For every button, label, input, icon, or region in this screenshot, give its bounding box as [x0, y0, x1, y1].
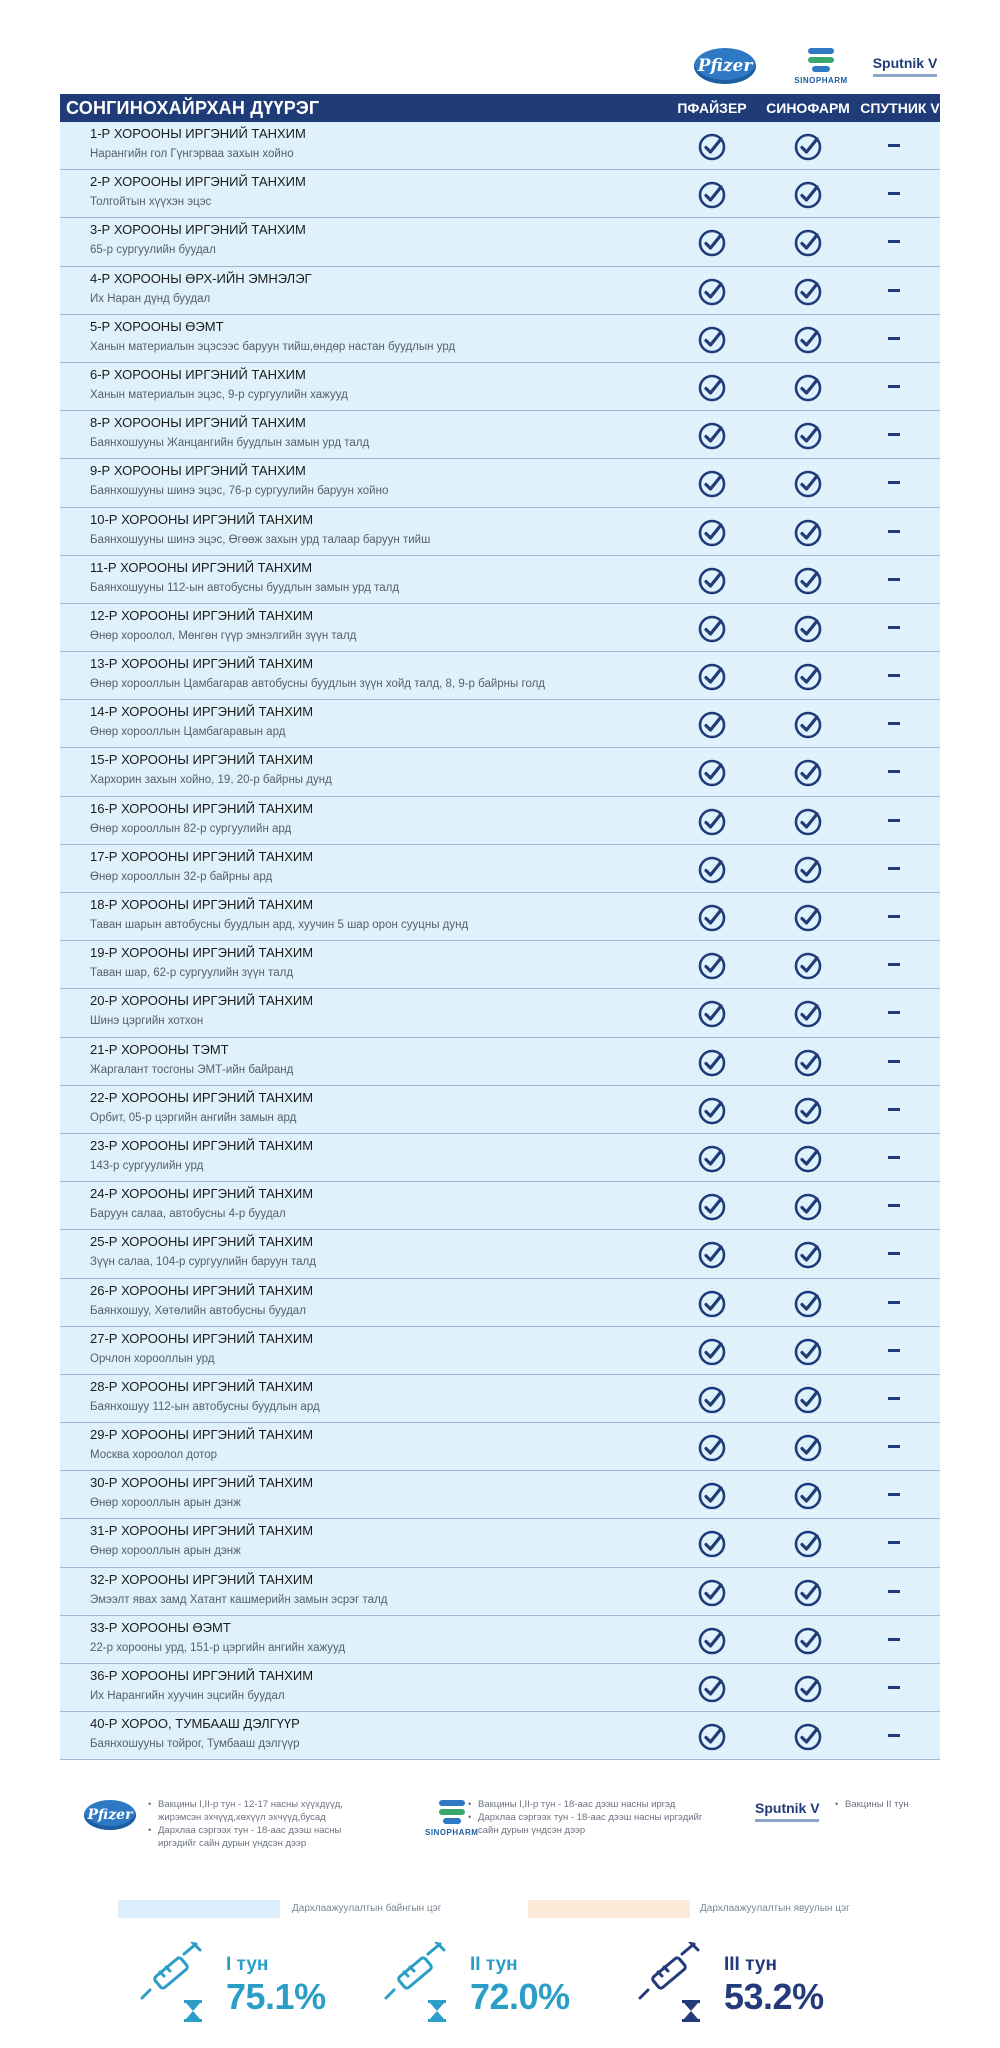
- row-title: 13-Р ХОРООНЫ ИРГЭНИЙ ТАНХИМ: [90, 656, 314, 672]
- sinopharm-check-icon: [793, 566, 823, 596]
- table-row: [60, 1471, 940, 1519]
- table-row: [60, 1712, 940, 1760]
- row-title: 22-Р ХОРООНЫ ИРГЭНИЙ ТАНХИМ: [90, 1089, 314, 1105]
- column-sputnik: СПУТНИК V: [860, 100, 940, 116]
- sinopharm-check-icon: [793, 1529, 823, 1559]
- brand-logos: [680, 40, 940, 92]
- pfizer-check-icon: [697, 614, 727, 644]
- row-title: 6-Р ХОРООНЫ ИРГЭНИЙ ТАНХИМ: [90, 366, 306, 382]
- table-row: [60, 363, 940, 411]
- row-address: Таван шар, 62-р сургуулийн зүүн талд: [90, 967, 294, 980]
- sinopharm-check-icon: [793, 421, 823, 451]
- table-row: [60, 893, 940, 941]
- row-address: Өнөр хорооллын 32-р байрны ард: [90, 870, 273, 883]
- row-address: Өнөр хорооллын Цамбагаравын ард: [90, 726, 286, 739]
- pfizer-check-icon: [697, 1337, 727, 1367]
- table-row: [60, 1086, 940, 1134]
- sinopharm-check-icon: [793, 614, 823, 644]
- pfizer-check-icon: [697, 951, 727, 981]
- row-title: 18-Р ХОРООНЫ ИРГЭНИЙ ТАНХИМ: [90, 897, 314, 912]
- sinopharm-check-icon: [793, 1048, 823, 1078]
- dose-3-label: III тун: [724, 1954, 777, 1975]
- sinopharm-check-icon: [793, 807, 823, 837]
- row-title: 2-Р ХОРООНЫ ИРГЭНИЙ ТАНХИМ: [90, 174, 306, 190]
- row-title: 12-Р ХОРООНЫ ИРГЭНИЙ ТАНХИМ: [90, 607, 314, 623]
- sputnik-unavailable-dash-icon: [888, 240, 900, 243]
- sinopharm-check-icon: [793, 1674, 823, 1704]
- table-row: [60, 700, 940, 748]
- syringe-hourglass-icon: [140, 1942, 214, 2022]
- pfizer-check-icon: [697, 518, 727, 548]
- table-row: [60, 1568, 940, 1616]
- sputnik-unavailable-dash-icon: [888, 1252, 900, 1255]
- vaccine-legend: [60, 1790, 940, 1870]
- row-address: Өнөр хорооллын арын дэнж: [90, 1497, 241, 1510]
- pfizer-check-icon: [697, 999, 727, 1029]
- mobile-point-swatch: [528, 1900, 690, 1918]
- sinopharm-logo-text: SINOPHARM: [794, 75, 848, 85]
- column-pfizer: ПФАЙЗЕР: [677, 100, 747, 116]
- row-address: Баянхошуу 112-ын автобусны буудлын ард: [90, 1400, 320, 1413]
- row-address: Баянхошууны шинэ эцэс, Өгөөж захын урд талаар баруун тийш: [90, 533, 431, 546]
- table-row: [60, 989, 940, 1037]
- pfizer-check-icon: [697, 855, 727, 885]
- legend-pfizer-list: [148, 1798, 378, 1850]
- dose-2-label: II тун: [470, 1954, 518, 1975]
- row-address: Толгойтын хүүхэн эцэс: [90, 196, 212, 209]
- row-address: Хархорин захын хойно, 19, 20-р байрны дунд: [90, 774, 332, 787]
- permanent-point-label: Дархлаажуулалтын байнгын цэг: [292, 1903, 442, 1914]
- dose-3-percent: 53.2%: [724, 1976, 824, 2017]
- sinopharm-check-icon: [793, 1481, 823, 1511]
- table-row: [60, 1038, 940, 1086]
- row-address: Эмээлт явах замд Хатант кашмерийн замын эсрэг талд: [90, 1593, 388, 1606]
- row-title: 40-Р ХОРОО, ТУМБААШ ДЭЛГҮҮР: [90, 1716, 300, 1732]
- row-address: Орбит, 05-р цэргийн ангийн замын ард: [90, 1111, 297, 1124]
- dose-2-stat: [384, 1932, 584, 2032]
- row-title: 10-Р ХОРООНЫ ИРГЭНИЙ ТАНХИМ: [90, 511, 314, 527]
- sputnik-unavailable-dash-icon: [888, 192, 900, 195]
- table-row: [60, 1134, 940, 1182]
- pfizer-check-icon: [697, 1578, 727, 1608]
- sputnik-unavailable-dash-icon: [888, 1686, 900, 1689]
- dose-3-stat: [638, 1932, 838, 2032]
- sputnik-unavailable-dash-icon: [888, 530, 900, 533]
- row-title: 25-Р ХОРООНЫ ИРГЭНИЙ ТАНХИМ: [90, 1234, 314, 1250]
- sputnik-unavailable-dash-icon: [888, 1734, 900, 1737]
- pfizer-check-icon: [697, 1192, 727, 1222]
- row-title: 15-Р ХОРООНЫ ИРГЭНИЙ ТАНХИМ: [90, 752, 314, 768]
- pfizer-check-icon: [697, 1096, 727, 1126]
- row-address: Өнөр хорооллын 82-р сургуулийн ард: [90, 822, 292, 835]
- legend-item: • Вакцины I,II-р тун - 12-17 насны хүүхдүүд, жирэмсэн эхчүүд,хөхүүл эхчүүд,бусад: [148, 1798, 378, 1824]
- dose-2-percent: 72.0%: [470, 1976, 570, 2017]
- table-body: [60, 122, 940, 1760]
- table-row: [60, 1182, 940, 1230]
- table-row: [60, 459, 940, 507]
- sputnik-unavailable-dash-icon: [888, 963, 900, 966]
- pfizer-check-icon: [697, 1144, 727, 1174]
- legend-sputnik-text: Sputnik V: [755, 1800, 820, 1816]
- sputnik-unavailable-dash-icon: [888, 481, 900, 484]
- pfizer-check-icon: [697, 1385, 727, 1415]
- sinopharm-check-icon: [793, 1096, 823, 1126]
- row-title: 20-Р ХОРООНЫ ИРГЭНИЙ ТАНХИМ: [90, 993, 314, 1009]
- table-header: [60, 94, 940, 122]
- sinopharm-check-icon: [793, 132, 823, 162]
- legend-pfizer-logo: [84, 1800, 136, 1830]
- table-row: [60, 411, 940, 459]
- legend-item: • Вакцины I,II-р тун - 18-аас дээш насны иргэд: [468, 1798, 708, 1811]
- table-row: [60, 845, 940, 893]
- sputnik-unavailable-dash-icon: [888, 1638, 900, 1641]
- dose-1-label: I тун: [226, 1954, 269, 1975]
- legend-pfizer-oval: Pfizer: [84, 1800, 136, 1830]
- table-row: [60, 508, 940, 556]
- row-title: 3-Р ХОРООНЫ ИРГЭНИЙ ТАНХИМ: [90, 222, 306, 238]
- row-address: Орчлон хорооллын урд: [90, 1352, 215, 1365]
- sputnik-unavailable-dash-icon: [888, 1156, 900, 1159]
- sinopharm-logo: [776, 40, 866, 92]
- sputnik-unavailable-dash-icon: [888, 1445, 900, 1448]
- sputnik-unavailable-dash-icon: [888, 1108, 900, 1111]
- syringe-hourglass-icon: [638, 1942, 712, 2022]
- pfizer-logo: [680, 40, 770, 92]
- row-title: 28-Р ХОРООНЫ ИРГЭНИЙ ТАНХИМ: [90, 1378, 314, 1394]
- table-row: [60, 748, 940, 796]
- row-title: 14-Р ХОРООНЫ ИРГЭНИЙ ТАНХИМ: [90, 704, 314, 720]
- row-title: 1-Р ХОРООНЫ ИРГЭНИЙ ТАНХИМ: [90, 126, 306, 141]
- sinopharm-check-icon: [793, 855, 823, 885]
- sputnik-unavailable-dash-icon: [888, 1590, 900, 1593]
- sputnik-unavailable-dash-icon: [888, 1204, 900, 1207]
- sinopharm-check-icon: [793, 518, 823, 548]
- table-row: [60, 941, 940, 989]
- sinopharm-check-icon: [793, 1240, 823, 1270]
- sputnik-unavailable-dash-icon: [888, 1011, 900, 1014]
- pfizer-check-icon: [697, 180, 727, 210]
- pfizer-check-icon: [697, 758, 727, 788]
- row-title: 17-Р ХОРООНЫ ИРГЭНИЙ ТАНХИМ: [90, 848, 314, 864]
- table-row: [60, 218, 940, 266]
- sinopharm-check-icon: [793, 277, 823, 307]
- sputnik-unavailable-dash-icon: [888, 1493, 900, 1496]
- row-address: Баянхошууны Жанцангийн буудлын замын урд талд: [90, 437, 370, 450]
- sputnik-unavailable-dash-icon: [888, 289, 900, 292]
- pfizer-logo-oval: Pfizer: [694, 48, 756, 84]
- sputnik-unavailable-dash-icon: [888, 915, 900, 918]
- legend-item: • Дархлаа сэргээх тун - 18-аас дээш насны иргэдийг сайн дурын үндсэн дээр: [148, 1824, 378, 1850]
- sinopharm-check-icon: [793, 373, 823, 403]
- table-row: [60, 122, 940, 170]
- pfizer-check-icon: [697, 277, 727, 307]
- table-row: [60, 1616, 940, 1664]
- pfizer-check-icon: [697, 903, 727, 933]
- pfizer-check-icon: [697, 662, 727, 692]
- pfizer-check-icon: [697, 1289, 727, 1319]
- sputnik-logo-underline: [873, 74, 937, 77]
- legend-item: • Дархлаа сэргээх тун - 18-аас дээш насны иргэдийг сайн дурын үндсэн дээр: [468, 1811, 708, 1837]
- table-row: [60, 604, 940, 652]
- sputnik-unavailable-dash-icon: [888, 1397, 900, 1400]
- sputnik-unavailable-dash-icon: [888, 433, 900, 436]
- table-row: [60, 1230, 940, 1278]
- legend-item: • Вакцины II тун: [835, 1798, 945, 1811]
- row-address: Өнөр хорооллын арын дэнж: [90, 1545, 241, 1558]
- table-row: [60, 267, 940, 315]
- vaccination-points-table: [60, 94, 940, 1760]
- row-address: Баянхошууны тойрог, Тумбааш дэлгүүр: [90, 1738, 300, 1751]
- row-title: 4-Р ХОРООНЫ ӨРХ-ИЙН ЭМНЭЛЭГ: [90, 270, 312, 286]
- table-row: [60, 315, 940, 363]
- row-title: 26-Р ХОРООНЫ ИРГЭНИЙ ТАНХИМ: [90, 1282, 314, 1298]
- mobile-point-label: Дархлаажуулалтын явуулын цэг: [700, 1903, 850, 1914]
- sinopharm-check-icon: [793, 180, 823, 210]
- row-address: 143-р сургуулийн урд: [90, 1159, 204, 1172]
- sinopharm-check-icon: [793, 228, 823, 258]
- table-row: [60, 1664, 940, 1712]
- row-address: Москва хороолол дотор: [90, 1449, 218, 1462]
- row-address: Өнөр хорооллын Цамбагарав автобусны буудлын зүүн хойд талд, 8, 9-р байрны голд: [90, 678, 546, 691]
- sinopharm-check-icon: [793, 951, 823, 981]
- sputnik-unavailable-dash-icon: [888, 722, 900, 725]
- row-title: 8-Р ХОРООНЫ ИРГЭНИЙ ТАНХИМ: [90, 415, 306, 431]
- pfizer-check-icon: [697, 325, 727, 355]
- sputnik-logo: [860, 40, 950, 92]
- row-title: 24-Р ХОРООНЫ ИРГЭНИЙ ТАНХИМ: [90, 1186, 314, 1202]
- legend-sinopharm-list: [468, 1798, 708, 1837]
- row-title: 36-Р ХОРООНЫ ИРГЭНИЙ ТАНХИМ: [90, 1668, 314, 1683]
- sputnik-unavailable-dash-icon: [888, 674, 900, 677]
- row-title: 30-Р ХОРООНЫ ИРГЭНИЙ ТАНХИМ: [90, 1475, 314, 1491]
- sputnik-unavailable-dash-icon: [888, 1301, 900, 1304]
- row-address: Зүүн салаа, 104-р сургуулийн баруун талд: [90, 1256, 316, 1269]
- sinopharm-check-icon: [793, 469, 823, 499]
- sputnik-unavailable-dash-icon: [888, 770, 900, 773]
- pfizer-check-icon: [697, 228, 727, 258]
- sinopharm-check-icon: [793, 1626, 823, 1656]
- sinopharm-mark-icon: [435, 1800, 469, 1826]
- sputnik-unavailable-dash-icon: [888, 867, 900, 870]
- dose-statistics: [0, 1932, 1000, 2042]
- permanent-point-swatch: [118, 1900, 280, 1918]
- pfizer-check-icon: [697, 1433, 727, 1463]
- table-row: [60, 652, 940, 700]
- row-title: 16-Р ХОРООНЫ ИРГЭНИЙ ТАНХИМ: [90, 800, 314, 816]
- table-row: [60, 556, 940, 604]
- sinopharm-check-icon: [793, 1722, 823, 1752]
- sinopharm-check-icon: [793, 1192, 823, 1222]
- row-address: Их Нарангийн хуучин эцсийн буудал: [90, 1690, 285, 1702]
- point-type-keys: [0, 1900, 1000, 1924]
- pfizer-check-icon: [697, 1240, 727, 1270]
- pfizer-check-icon: [697, 1674, 727, 1704]
- sinopharm-check-icon: [793, 999, 823, 1029]
- sinopharm-check-icon: [793, 1144, 823, 1174]
- row-title: 11-Р ХОРООНЫ ИРГЭНИЙ ТАНХИМ: [90, 559, 313, 575]
- table-row: [60, 1519, 940, 1567]
- pfizer-check-icon: [697, 566, 727, 596]
- pfizer-check-icon: [697, 1626, 727, 1656]
- row-address: Баянхошуу, Хөтөлийн автобусны буудал: [90, 1304, 306, 1317]
- row-title: 27-Р ХОРООНЫ ИРГЭНИЙ ТАНХИМ: [90, 1330, 314, 1346]
- column-sinopharm: СИНОФАРМ: [766, 100, 850, 116]
- sputnik-unavailable-dash-icon: [888, 819, 900, 822]
- row-title: 23-Р ХОРООНЫ ИРГЭНИЙ ТАНХИМ: [90, 1137, 314, 1153]
- sputnik-unavailable-dash-icon: [888, 1060, 900, 1063]
- row-address: Таван шарын автобусны буудлын ард, хуучин 5 шар орон сууцны дунд: [90, 919, 469, 931]
- pfizer-check-icon: [697, 469, 727, 499]
- sputnik-unavailable-dash-icon: [888, 1541, 900, 1544]
- legend-sputnik-logo: [755, 1800, 820, 1822]
- row-address: Жаргалант тосгоны ЭМТ-ийн байранд: [90, 1063, 294, 1076]
- dose-1-stat: [140, 1932, 340, 2032]
- legend-sinopharm-text: SINOPHARM: [425, 1828, 479, 1837]
- pfizer-check-icon: [697, 1529, 727, 1559]
- table-row: [60, 1375, 940, 1423]
- sinopharm-check-icon: [793, 1433, 823, 1463]
- sputnik-unavailable-dash-icon: [888, 1349, 900, 1352]
- row-title: 29-Р ХОРООНЫ ИРГЭНИЙ ТАНХИМ: [90, 1427, 314, 1443]
- row-address: 65-р сургуулийн буудал: [90, 244, 216, 257]
- pfizer-check-icon: [697, 421, 727, 451]
- row-title: 19-Р ХОРООНЫ ИРГЭНИЙ ТАНХИМ: [90, 945, 314, 961]
- table-row: [60, 170, 940, 218]
- row-address: Шинэ цэргийн хотхон: [90, 1015, 204, 1028]
- pfizer-check-icon: [697, 373, 727, 403]
- row-address: Баянхошууны 112-ын автобусны буудлын замын урд талд: [90, 581, 400, 594]
- pfizer-check-icon: [697, 1722, 727, 1752]
- sinopharm-check-icon: [793, 325, 823, 355]
- pfizer-check-icon: [697, 807, 727, 837]
- sputnik-unavailable-dash-icon: [888, 578, 900, 581]
- table-row: [60, 1423, 940, 1471]
- sputnik-logo-text: Sputnik V: [872, 55, 938, 71]
- legend-sputnik-list: [835, 1798, 945, 1811]
- sputnik-unavailable-dash-icon: [888, 337, 900, 340]
- pfizer-check-icon: [697, 710, 727, 740]
- sputnik-unavailable-dash-icon: [888, 144, 900, 147]
- row-address: Баянхошууны шинэ эцэс, 76-р сургуулийн баруун хойно: [90, 485, 389, 498]
- row-title: 9-Р ХОРООНЫ ИРГЭНИЙ ТАНХИМ: [90, 463, 306, 479]
- sinopharm-check-icon: [793, 1385, 823, 1415]
- sinopharm-check-icon: [793, 662, 823, 692]
- row-title: 33-Р ХОРООНЫ ӨЭМТ: [90, 1619, 231, 1635]
- pfizer-check-icon: [697, 132, 727, 162]
- row-address: Баруун салаа, автобусны 4-р буудал: [90, 1208, 286, 1221]
- sinopharm-check-icon: [793, 710, 823, 740]
- table-row: [60, 1327, 940, 1375]
- table-row: [60, 1279, 940, 1327]
- syringe-hourglass-icon: [384, 1942, 458, 2022]
- row-address: Их Наран дүнд буудал: [90, 292, 211, 305]
- row-title: 32-Р ХОРООНЫ ИРГЭНИЙ ТАНХИМ: [90, 1571, 314, 1587]
- row-address: Ханын материалын эцэсээс баруун тийш,өндөр настан буудлын урд: [90, 340, 456, 353]
- pfizer-check-icon: [697, 1048, 727, 1078]
- sinopharm-check-icon: [793, 1289, 823, 1319]
- pfizer-check-icon: [697, 1481, 727, 1511]
- row-title: 21-Р ХОРООНЫ ТЭМТ: [90, 1041, 229, 1057]
- sinopharm-check-icon: [793, 1337, 823, 1367]
- sinopharm-check-icon: [793, 1578, 823, 1608]
- row-address: Ханын материалын эцэс, 9-р сургуулийн хажууд: [90, 388, 348, 401]
- sinopharm-mark-icon: [804, 48, 838, 74]
- dose-1-percent: 75.1%: [226, 1976, 326, 2017]
- sinopharm-check-icon: [793, 758, 823, 788]
- sputnik-unavailable-dash-icon: [888, 626, 900, 629]
- row-address: Өнөр хороолол, Мөнгөн гүүр эмнэлгийн зүүн талд: [90, 629, 357, 642]
- legend-sputnik-underline: [755, 1819, 819, 1822]
- sputnik-unavailable-dash-icon: [888, 385, 900, 388]
- district-title: СОНГИНОХАЙРХАН ДҮҮРЭГ: [66, 97, 320, 118]
- row-title: 5-Р ХОРООНЫ ӨЭМТ: [90, 318, 224, 334]
- row-title: 31-Р ХОРООНЫ ИРГЭНИЙ ТАНХИМ: [90, 1523, 314, 1539]
- row-address: 22-р хорооны урд, 151-р цэргийн ангийн хажууд: [90, 1641, 346, 1654]
- row-address: Нарангийн гол Гүнгэрваа захын хойно: [90, 148, 294, 160]
- sinopharm-check-icon: [793, 903, 823, 933]
- table-row: [60, 797, 940, 845]
